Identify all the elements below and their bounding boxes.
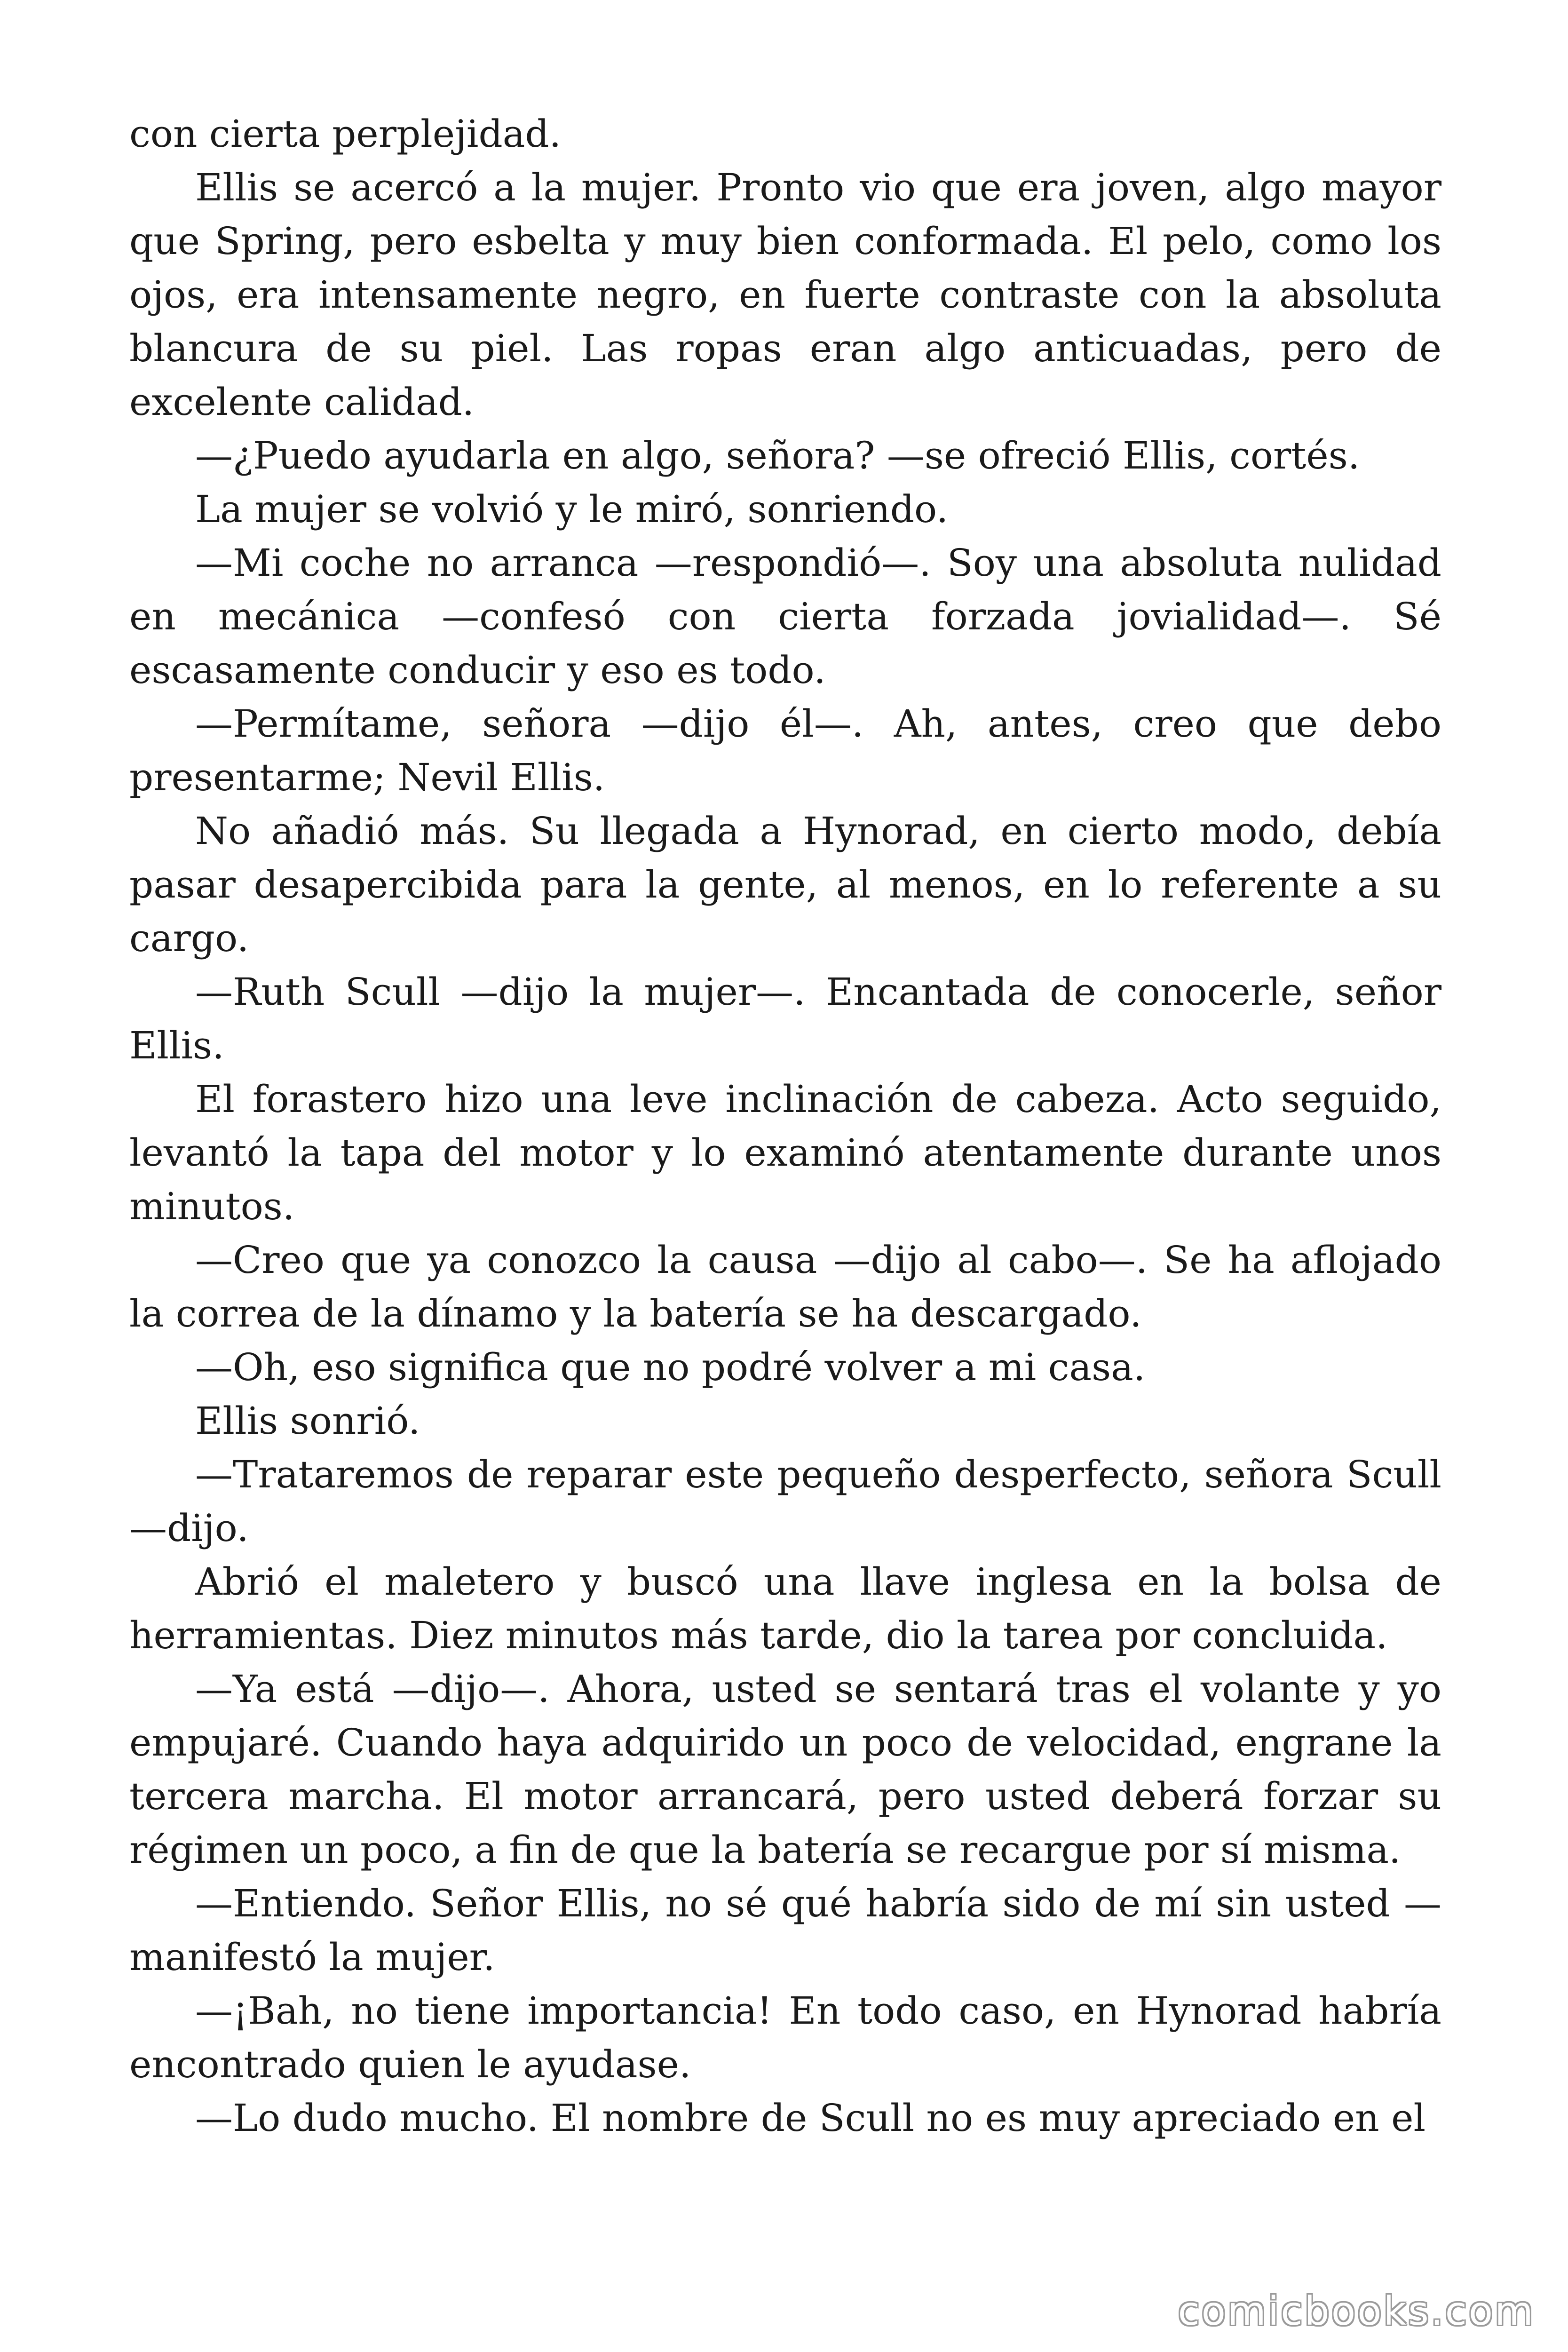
paragraph: No añadió más. Su llegada a Hynorad, en cierto modo, debía pasar desapercibida para la gente, al menos, en lo referente a su cargo. [129, 809, 1441, 960]
paragraph: —Permítame, señora —dijo él—. Ah, antes, creo que debo presentarme; Nevil Ellis. [129, 702, 1441, 799]
paragraph: —Trataremos de reparar este pequeño desperfecto, señora Scull —dijo. [129, 1453, 1441, 1550]
paragraph: —¡Bah, no tiene importancia! En todo caso, en Hynorad habría encontrado quien le ayudase. [129, 1989, 1441, 2086]
paragraph: —Lo dudo mucho. El nombre de Scull no es muy apreciado en el [195, 2096, 1426, 2140]
paragraph: Abrió el maletero y buscó una llave inglesa en la bolsa de herramientas. Diez minutos más tarde, dio la tarea por concluida. [129, 1560, 1441, 1657]
paragraph: —Entiendo. Señor Ellis, no sé qué habría sido de mí sin usted —manifestó la mujer. [129, 1882, 1441, 1979]
paragraph: —Ya está —dijo—. Ahora, usted se sentará tras el volante y yo empujaré. Cuando haya adquirido un poco de velocidad, engrane la tercera marcha. El motor arrancará, pero usted deberá forzar su régimen un poco, a fin de que la batería se recargue por sí misma. [129, 1667, 1441, 1872]
paragraph: El forastero hizo una leve inclinación de cabeza. Acto seguido, levantó la tapa del motor y lo examinó atentamente durante unos minutos. [129, 1077, 1441, 1228]
paragraph: —Creo que ya conozco la causa —dijo al cabo—. Se ha aflojado la correa de la dínamo y la batería se ha descargado. [129, 1238, 1441, 1335]
watermark: comicbooks.com [1178, 2288, 1535, 2334]
paragraph: con cierta perplejidad. [129, 112, 562, 156]
paragraph: —¿Puedo ayudarla en algo, señora? —se ofreció Ellis, cortés. [195, 434, 1360, 477]
paragraph: —Oh, eso significa que no podré volver a mi casa. [195, 1345, 1146, 1389]
paragraph: —Ruth Scull —dijo la mujer—. Encantada de conocerle, señor Ellis. [129, 970, 1441, 1067]
paragraph: Ellis se acercó a la mujer. Pronto vio que era joven, algo mayor que Spring, pero esbelta y muy bien conformada. El pelo, como los ojos, era intensamente negro, en fuerte contraste con la absoluta blancura de su piel. Las ropas eran algo anticuadas, pero de excelente calidad. [129, 166, 1441, 424]
body-text [129, 107, 1441, 2145]
paragraph: La mujer se volvió y le miró, sonriendo. [195, 487, 949, 531]
paragraph: —Mi coche no arranca —respondió—. Soy una absoluta nulidad en mecánica —confesó con cierta forzada jovialidad—. Sé escasamente conducir y eso es todo. [129, 541, 1441, 692]
paragraph: Ellis sonrió. [195, 1399, 420, 1443]
